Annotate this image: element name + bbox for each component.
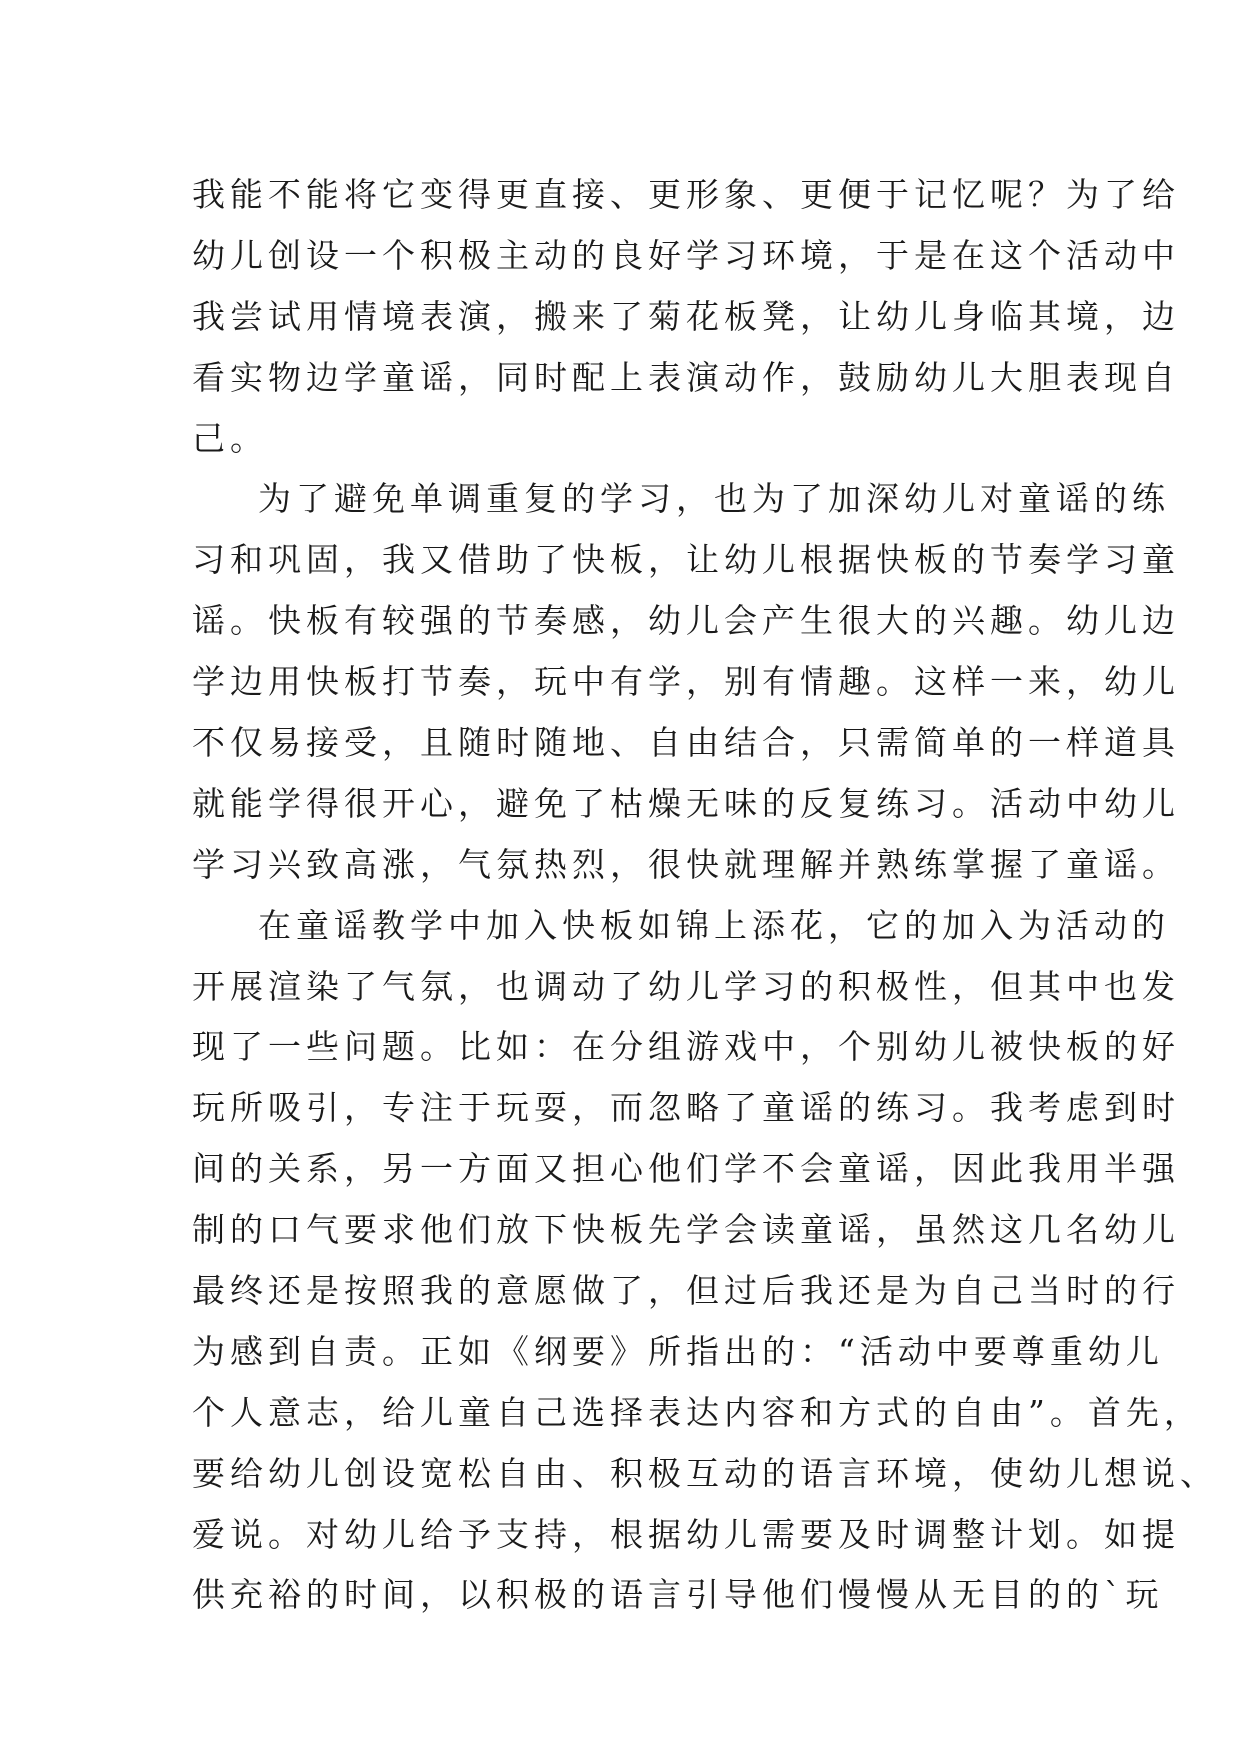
text-line: 现了一些问题。比如：在分组游戏中，个别幼儿被快板的好 [192,1027,1180,1067]
text-line: 我尝试用情境表演，搬来了菊花板凳，让幼儿身临其境，边 [192,296,1180,336]
text-line: 学边用快板打节奏，玩中有学，别有情趣。这样一来，幼儿 [192,662,1180,702]
text-line: 看实物边学童谣，同时配上表演动作，鼓励幼儿大胆表现自 [192,357,1180,397]
text-line: 不仅易接受，且随时随地、自由结合，只需简单的一样道具 [192,723,1180,763]
text-line: 就能学得很开心，避免了枯燥无味的反复练习。活动中幼儿 [192,783,1180,823]
text-line: 制的口气要求他们放下快板先学会读童谣，虽然这几名幼儿 [192,1210,1180,1250]
text-line: 为了避免单调重复的学习，也为了加深幼儿对童谣的练 [258,479,1170,519]
text-line: 学习兴致高涨，气氛热烈，很快就理解并熟练掌握了童谣。 [192,844,1180,884]
text-line: 玩所吸引，专注于玩耍，而忽略了童谣的练习。我考虑到时 [192,1088,1180,1128]
text-line: 供充裕的时间，以积极的语言引导他们慢慢从无目的的`玩 [192,1575,1164,1615]
text-line: 开展渲染了气氛，也调动了幼儿学习的积极性，但其中也发 [192,966,1180,1006]
text-line: 间的关系，另一方面又担心他们学不会童谣，因此我用半强 [192,1149,1180,1189]
text-line: 要给幼儿创设宽松自由、积极互动的语言环境，使幼儿想说、 [192,1453,1218,1493]
text-line: 为感到自责。正如《纲要》所指出的：“活动中要尊重幼儿 [192,1331,1164,1371]
text-line: 个人意志，给儿童自己选择表达内容和方式的自由”。首先， [192,1392,1202,1432]
paragraph [192,896,1218,1627]
text-line: 在童谣教学中加入快板如锦上添花，它的加入为活动的 [258,905,1170,945]
text-line: 爱说。对幼儿给予支持，根据幼儿需要及时调整计划。如提 [192,1514,1180,1554]
text-line: 己。 [192,418,268,458]
paragraph [192,469,1180,895]
body-text [192,165,1218,1626]
text-line: 幼儿创设一个积极主动的良好学习环境，于是在这个活动中 [192,235,1180,275]
text-line: 谣。快板有较强的节奏感，幼儿会产生很大的兴趣。幼儿边 [192,601,1180,641]
paragraph [192,165,1180,469]
text-line: 最终还是按照我的意愿做了，但过后我还是为自己当时的行 [192,1271,1180,1311]
text-line: 我能不能将它变得更直接、更形象、更便于记忆呢？为了给 [192,175,1180,214]
text-line: 习和巩固，我又借助了快板，让幼儿根据快板的节奏学习童 [192,540,1180,580]
